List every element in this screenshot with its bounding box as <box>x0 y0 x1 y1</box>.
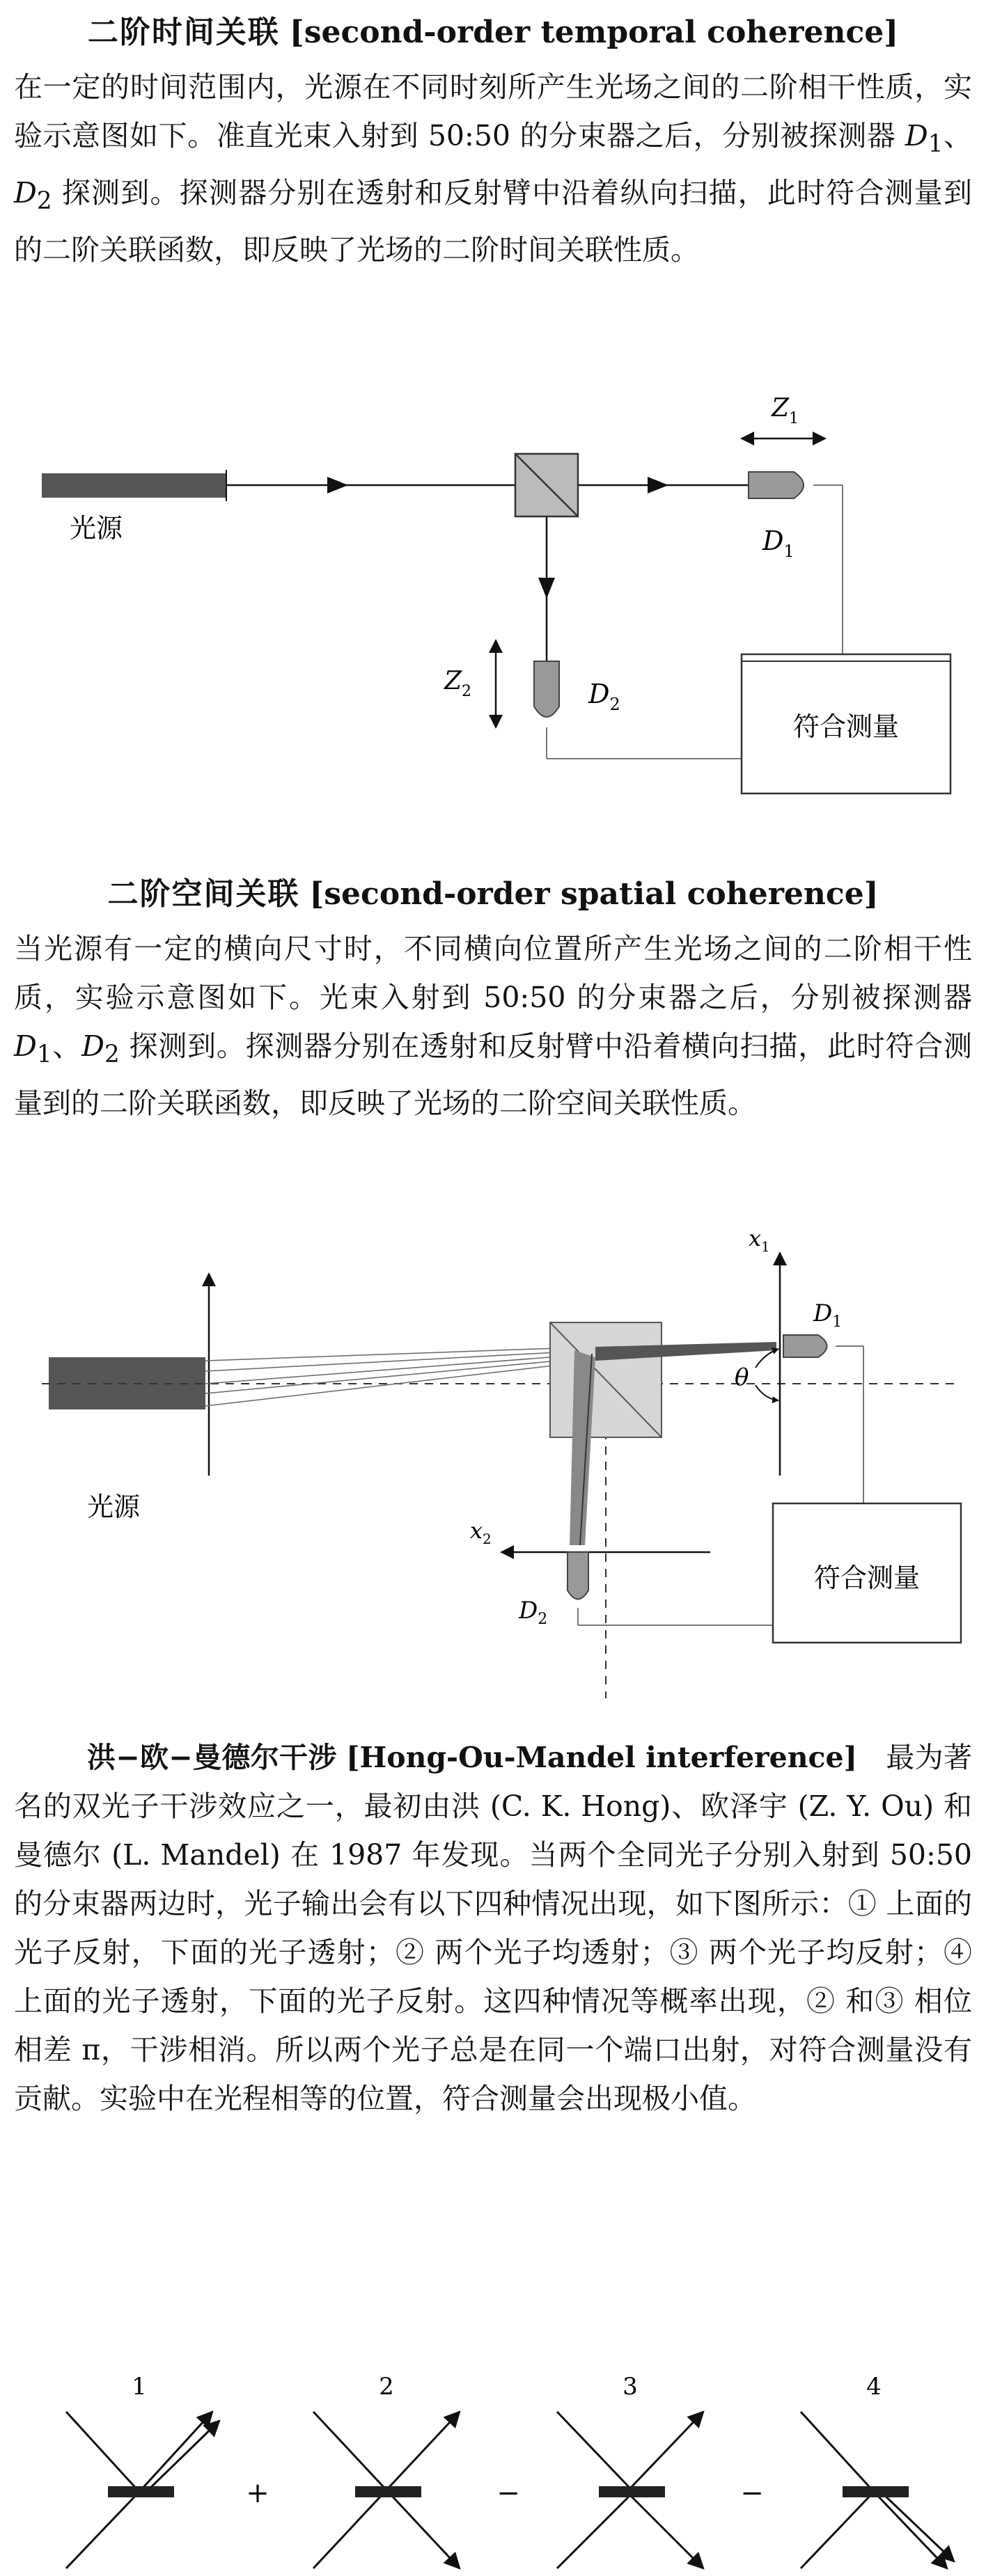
paragraph-spatial: 当光源有一定的横向尺寸时，不同横向位置所产生光场之间的二阶相干性质，实验示意图如下。光束入射到 50:50 的分束器之后，分别被探测器 $D_1$、$D_2$ 探测到。探测器分别在透射和反射臂中沿着横向扫描，此时符合测量到的二阶关联函数，即反映了光场的二阶空间关联性质。 <box>14 932 973 1121</box>
case-label-3: 3 <box>623 2373 638 2401</box>
d2-label: $D_2$ <box>519 1597 548 1628</box>
paragraph-hom: 洪−欧−曼德尔干涉 [Hong-Ou-Mandel interference] 最为著名的双光子干涉效应之一，最初由洪 (C. K. Hong)、欧泽宇 (Z. Y. Ou) 和曼德尔 (L. Mandel) 在 1987 年发现。当两个全同光子分别入射到 50:50 的分束器两边时，光子输出会有以下四种情况出现，如下图所示：① 上面的光子反射，下面的光子透射；② 两个光子均透射；③ 两个光子均反射；④ 上面的光子透射，下面的光子反射。这四种情况等概率出现，② 和③ 相位相差 π，干涉相消。所以两个光子总是在同一个端口出射，对符合测量没有贡献。实验中在光程相等的位置，符合测量会出现极小值。 <box>14 1741 972 2115</box>
case-label-1: 1 <box>132 2373 147 2401</box>
case-label-4: 4 <box>866 2373 882 2401</box>
x2-label: $x_2$ <box>470 1517 492 1547</box>
op-minus-2: − <box>740 2477 764 2509</box>
hom-case-1 <box>66 2412 219 2568</box>
d1-label: $D_1$ <box>762 526 795 561</box>
op-minus-1: − <box>496 2477 520 2509</box>
temporal-coherence-diagram <box>0 348 986 835</box>
spatial-coherence-diagram <box>0 1211 986 1712</box>
section-title-temporal: 二阶时间关联 [second-order temporal coherence] <box>87 15 899 50</box>
light-source-label: 光源 <box>70 513 123 544</box>
d2-label: $D_2$ <box>588 679 620 714</box>
z2-label: $Z_2$ <box>444 667 472 700</box>
hom-case-2 <box>313 2412 460 2568</box>
section-title-spatial: 二阶空间关联 [second-order spatial coherence] <box>107 876 879 912</box>
detector-d2 <box>568 1552 588 1599</box>
hom-case-4 <box>801 2412 954 2568</box>
op-plus: + <box>246 2477 269 2509</box>
light-source <box>42 473 226 498</box>
z1-label: $Z_1$ <box>772 394 799 427</box>
x1-label: $x_1$ <box>749 1225 770 1255</box>
coincidence-label: 符合测量 <box>792 711 900 742</box>
hom-case-3 <box>557 2412 703 2568</box>
light-source-label: 光源 <box>87 1492 141 1522</box>
case-label-2: 2 <box>379 2373 394 2401</box>
detector-d1 <box>749 472 804 498</box>
detector-d2 <box>534 661 559 717</box>
section-title-hom: 洪−欧−曼德尔干涉 [Hong-Ou-Mandel interference] <box>87 1741 857 1774</box>
d1-label: $D_1$ <box>813 1299 843 1331</box>
detector-d1 <box>783 1335 827 1357</box>
paragraph-temporal: 在一定的时间范围内，光源在不同时刻所产生光场之间的二阶相干性质，实验示意图如下。准直光束入射到 50:50 的分束器之后，分别被探测器 $D_1$、$D_2$ 探测到。探测器分别在透射和反射臂中沿着纵向扫描，此时符合测量到的二阶关联函数，即反映了光场的二阶时间关联性质。 <box>14 70 972 267</box>
hom-four-cases-diagram <box>0 2366 986 2575</box>
coincidence-label: 符合测量 <box>813 1563 921 1593</box>
theta-label: θ <box>735 1364 749 1391</box>
